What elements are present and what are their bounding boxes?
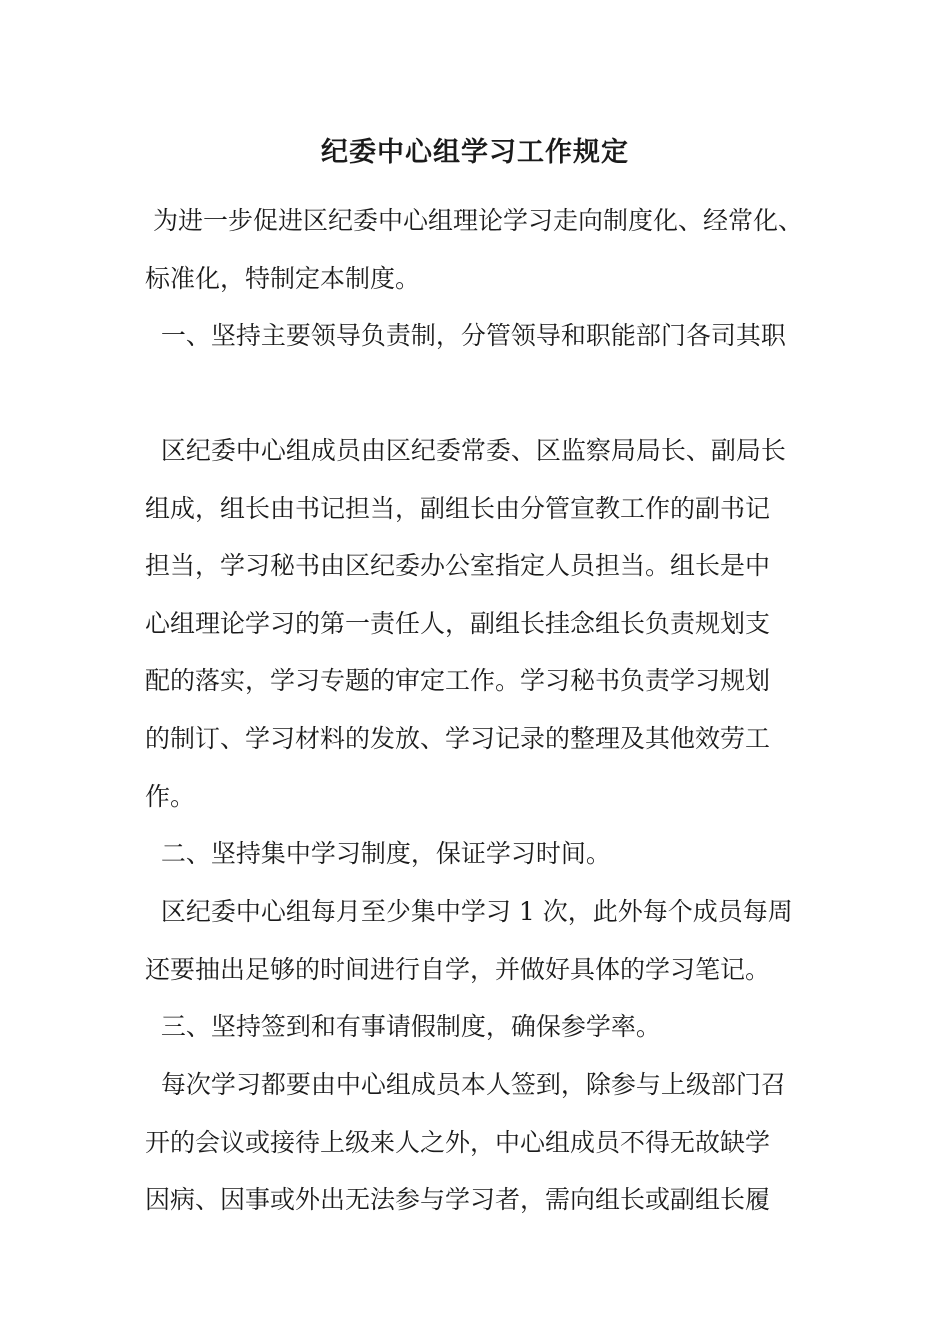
text-line: 区纪委中心组成员由区纪委常委、区监察局局长、副局长 xyxy=(145,436,786,465)
text-line: 配的落实，学习专题的审定工作。学习秘书负责学习规划 xyxy=(145,666,771,696)
section-2-paragraph xyxy=(145,883,825,998)
section-1-heading: 一、坚持主要领导负责制，分管领导和职能部门各司其职 xyxy=(145,321,786,350)
section-2-heading: 二、坚持集中学习制度，保证学习时间。 xyxy=(145,839,611,868)
text-line: 开的会议或接待上级来人之外，中心组成员不得无故缺学 xyxy=(145,1127,771,1157)
text-line: 区纪委中心组每月至少集中学习 1 次，此外每个成员每周 xyxy=(145,897,793,926)
text-line: 担当，学习秘书由区纪委办公室指定人员担当。组长是中 xyxy=(145,551,771,581)
section-1-paragraph xyxy=(145,422,825,825)
section-3-paragraph xyxy=(145,1056,825,1229)
section-3-heading: 三、坚持签到和有事请假制度，确保参学率。 xyxy=(145,1012,661,1041)
text-line: 为进一步促进区纪委中心组理论学习走向制度化、经常化、 xyxy=(145,206,803,235)
intro-paragraph xyxy=(145,192,825,307)
text-line: 心组理论学习的第一责任人，副组长挂念组长负责规划支 xyxy=(145,608,771,638)
text-line: 的制订、学习材料的发放、学习记录的整理及其他效劳工 xyxy=(145,723,771,753)
text-line: 标准化，特制定本制度。 xyxy=(145,263,421,293)
text-line: 作。 xyxy=(145,781,196,811)
document-title: 纪委中心组学习工作规定 xyxy=(321,137,629,168)
text-line: 组成，组长由书记担当，副组长由分管宣教工作的副书记 xyxy=(145,493,771,523)
text-line: 还要抽出足够的时间进行自学，并做好具体的学习笔记。 xyxy=(145,954,771,984)
text-line: 每次学习都要由中心组成员本人签到，除参与上级部门召 xyxy=(145,1070,786,1099)
text-line: 因病、因事或外出无法参与学习者，需向组长或副组长履 xyxy=(145,1185,771,1215)
